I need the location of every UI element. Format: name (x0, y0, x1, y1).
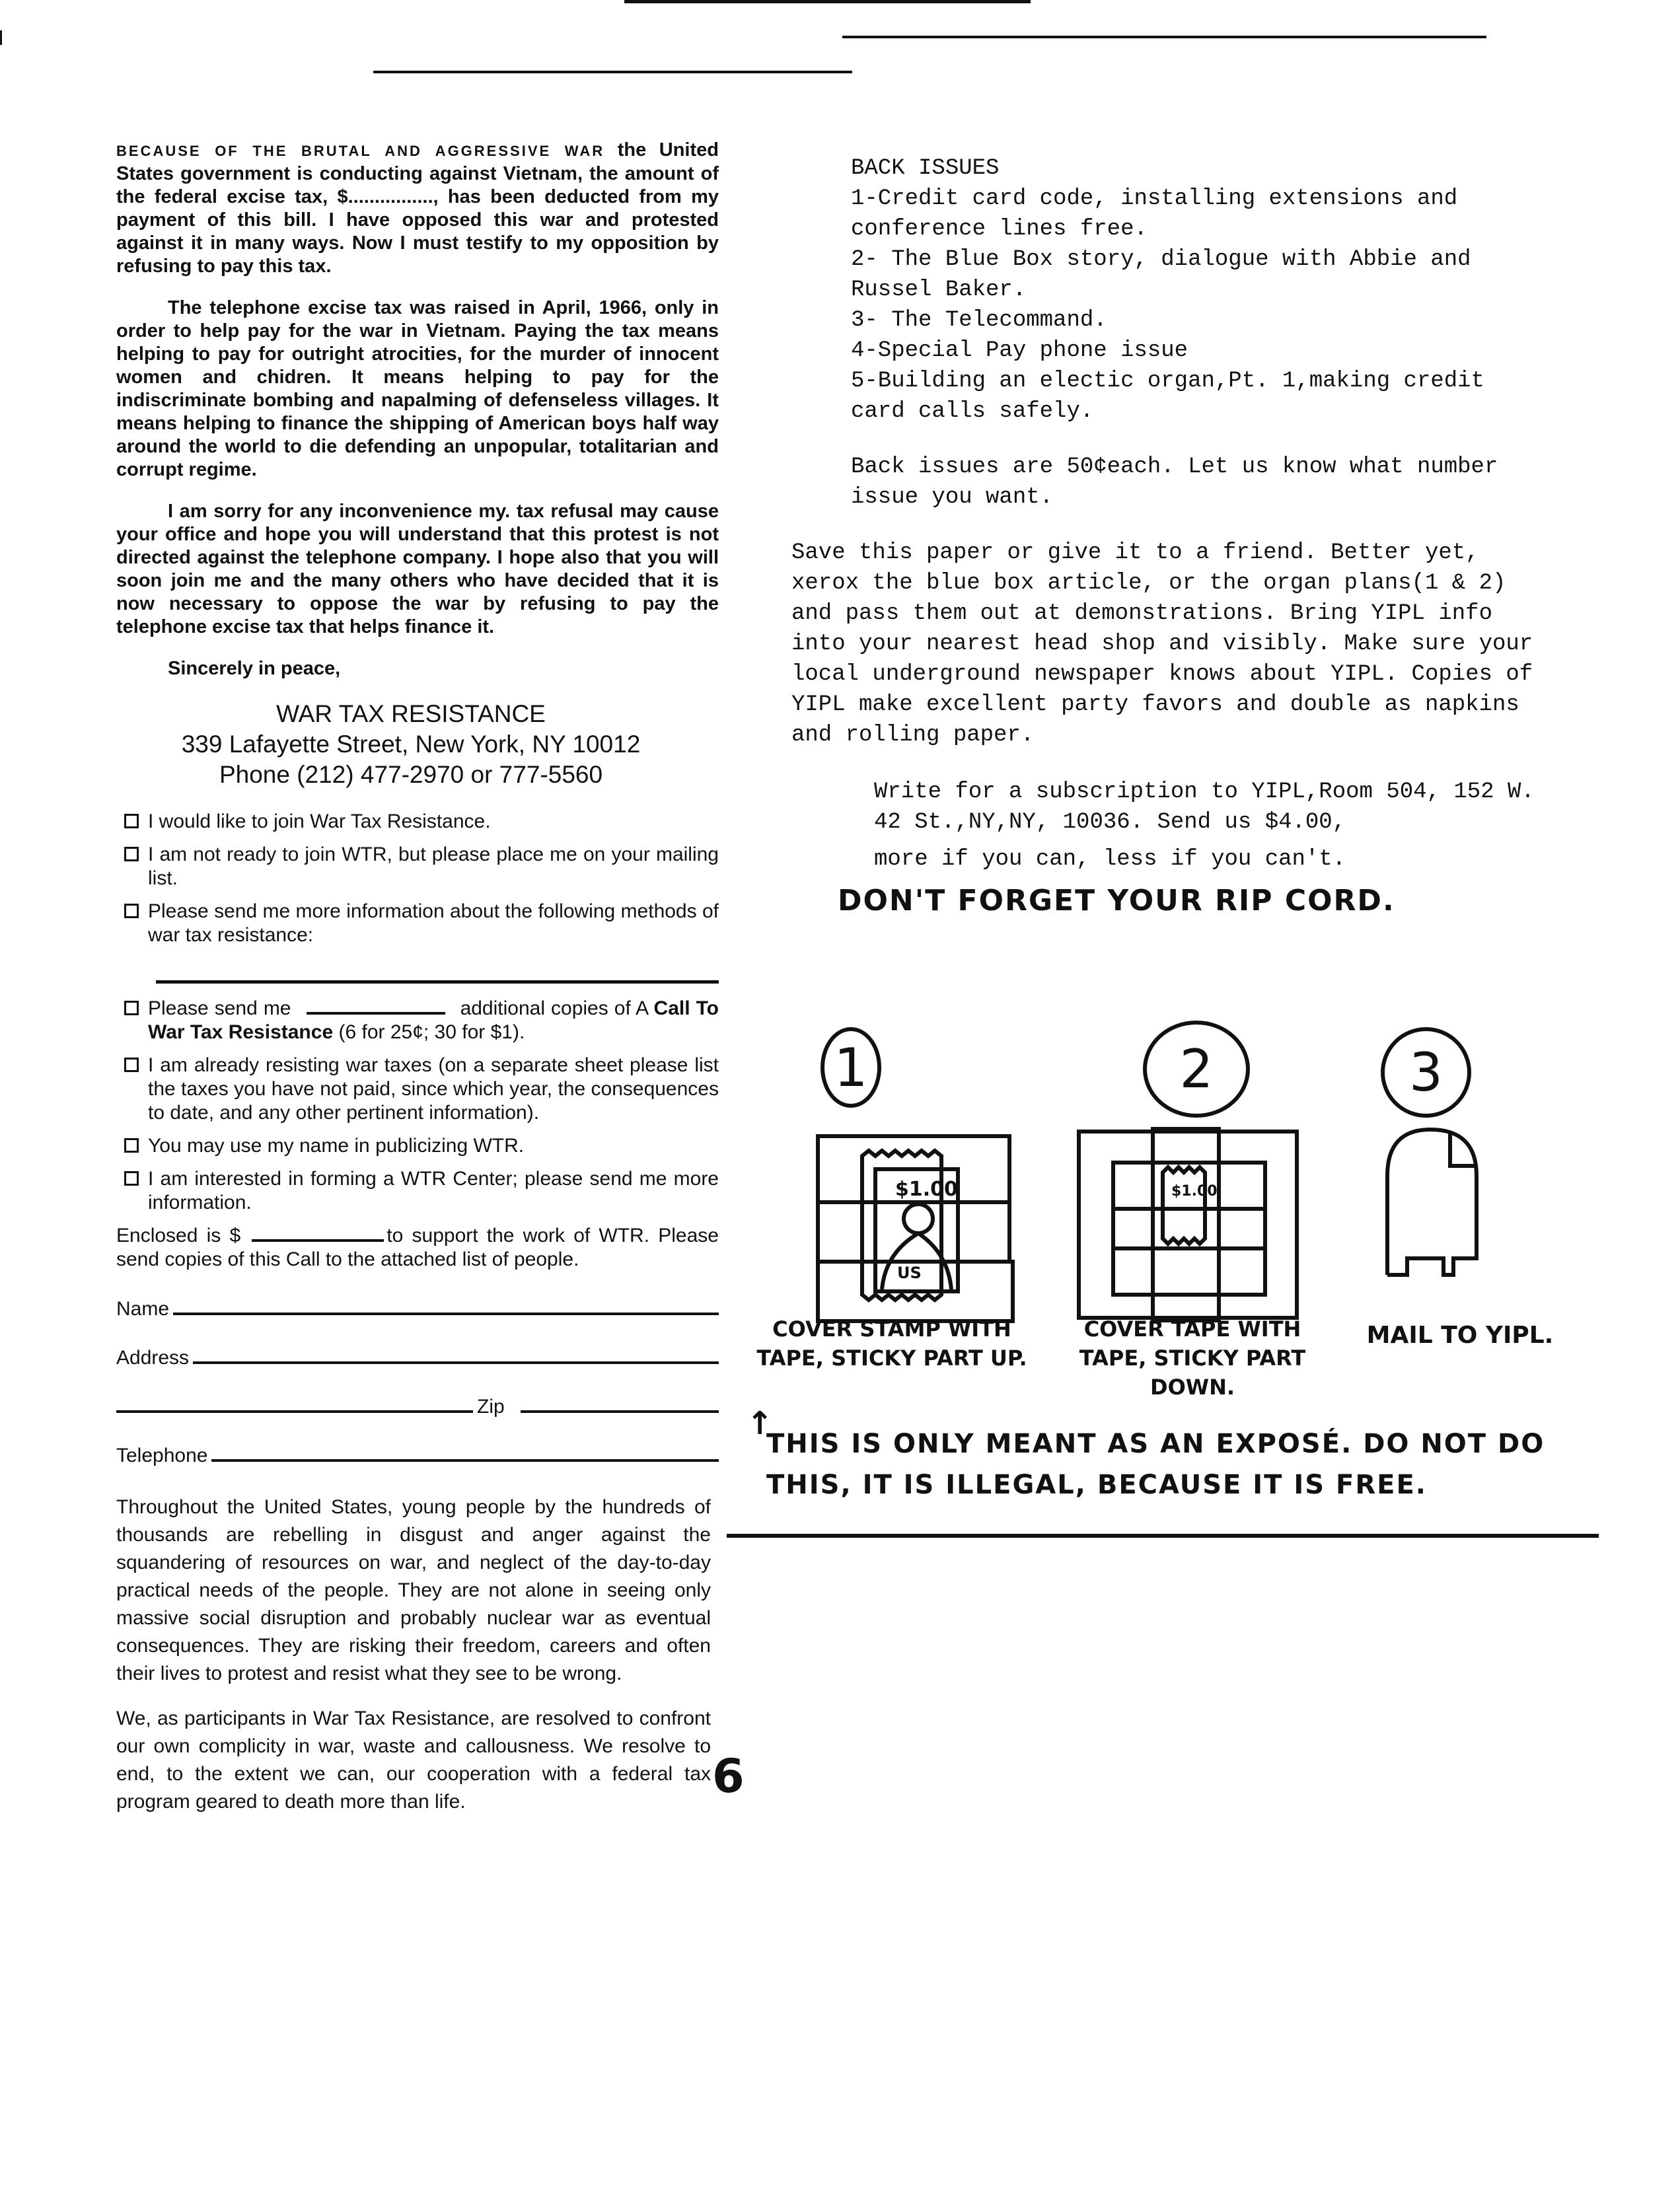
yipl-column (791, 153, 1571, 918)
org-name: WAR TAX RESISTANCE (276, 700, 546, 727)
back-issue-item: 1-Credit card code, installing extensions and conference lines free. (851, 186, 1458, 242)
back-issues-block (851, 153, 1545, 513)
top-rule-3 (373, 71, 852, 73)
war-tax-resistance-column (116, 139, 719, 1816)
copies-quantity-field[interactable] (307, 1012, 445, 1015)
step-2-caption: COVER TAPE WITH TAPE, STICKY PART DOWN. (1079, 1316, 1306, 1400)
arrow-up-icon: ↑ (747, 1405, 774, 1442)
closing: Sincerely in peace, (168, 658, 341, 679)
enclosed-after: to support the work of WTR. (386, 1225, 650, 1246)
left-edge-mark (0, 30, 2, 45)
enclosed-amount-field[interactable] (252, 1239, 384, 1242)
steps-illustration (747, 1011, 1605, 1400)
telephone-input-line[interactable] (211, 1459, 719, 1462)
enclosed-rest: Please send copies of this Call to the attached list of people. (116, 1225, 719, 1270)
enclosed-paragraph (116, 1224, 719, 1272)
name-label: Name (116, 1298, 170, 1320)
methods-answer-line[interactable] (156, 980, 719, 984)
double-taped-stamp-icon (1074, 1126, 1305, 1324)
step-2-number: 2 (1143, 1021, 1250, 1118)
top-rule-1 (624, 0, 1031, 3)
enclosed-before: Enclosed is $ (116, 1225, 241, 1246)
copies-after: additional copies of A (460, 997, 648, 1019)
checkbox-icon[interactable] (124, 1058, 139, 1072)
disclaimer-text: THIS IS ONLY MEANT AS AN EXPOSÉ. DO NOT DO THIS, IT IS ILLEGAL, BECAUSE IT IS FREE. (766, 1429, 1545, 1500)
city-zip-field[interactable] (116, 1396, 719, 1418)
checkbox-label: I would like to join War Tax Resistance. (148, 810, 491, 832)
subscription-text: Write for a subscription to YIPL,Room 504, 152 W. 42 St.,NY,NY, 10036. Send us $4.00, (874, 779, 1535, 835)
rip-cord-heading: DON'T FORGET YOUR RIP CORD. (838, 884, 1395, 918)
step-1-number: 1 (821, 1027, 881, 1108)
checkbox-item-copies[interactable] (116, 997, 719, 1044)
copies-before: Please send me (148, 997, 291, 1019)
checkbox-list-1 (116, 810, 719, 947)
telephone-field[interactable] (116, 1445, 719, 1467)
stamp-value: $1.00 (895, 1178, 958, 1201)
checkbox-icon[interactable] (124, 1171, 139, 1186)
checkbox-label: I am already resisting war taxes (on a separate sheet please list the taxes you have not paid, since which year, the consequences to date, and any other pertinent information). (148, 1054, 719, 1124)
back-issues-title: BACK ISSUES (851, 156, 1000, 181)
org-phone: Phone (212) 477-2970 or 777-5560 (219, 761, 603, 788)
zip-label: Zip (477, 1396, 505, 1418)
paragraph-excise-tax: The telephone excise tax was raised in April, 1966, only in order to help pay for the war in Vietnam. Paying the tax means helping to pay for outright atrocities, for the murder of innocent women and chidren. It means helping to pay for the indiscriminate bombing and napalming of defenseless villages. It means helping to finance the shipping of American boys half way around the world to die defending an unpopular, totalitarian and corrupt regime. (116, 297, 719, 480)
copies-title: Call To War Tax Resistance (148, 997, 719, 1043)
checkbox-label: You may use my name in publicizing WTR. (148, 1135, 525, 1157)
checkbox-item-wtr-center[interactable] (116, 1167, 719, 1215)
checkbox-icon[interactable] (124, 1138, 139, 1153)
subscription-block (874, 777, 1554, 875)
zip-input-line[interactable] (521, 1410, 719, 1413)
checkbox-icon[interactable] (124, 814, 139, 828)
paragraph-resolution: We, as participants in War Tax Resistance, are resolved to confront our own complicity in war, waste and callousness. We resolve to end, to the extent we can, our cooperation with a federal tax program geared to death more than life. (116, 1708, 711, 1813)
step-3-caption: MAIL TO YIPL. (1366, 1322, 1554, 1349)
step-1-caption: COVER STAMP WITH TAPE, STICKY PART UP. (756, 1316, 1027, 1371)
checkbox-label: I am interested in forming a WTR Center; please send me more information. (148, 1168, 719, 1213)
checkbox-icon[interactable] (124, 904, 139, 918)
city-input-line[interactable] (116, 1410, 473, 1413)
copies-price: (6 for 25¢; 30 for $1). (338, 1021, 525, 1043)
checkbox-icon[interactable] (124, 847, 139, 861)
taped-stamp-icon (813, 1130, 1017, 1328)
save-paper-paragraph: Save this paper or give it to a friend. Better yet, xerox the blue box article, or the organ plans(1 & 2) and pass them out at demonstrations. Bring YIPL info into your nearest head shop and visibly. Make sure your local underground newspaper knows about YIPL. Copies of YIPL make excellent party favors and double as napkins and rolling paper. (791, 540, 1533, 748)
stamp-value: $1.00 (1171, 1183, 1218, 1200)
back-issues-price: Back issues are 50¢each. Let us know what number issue you want. (851, 454, 1498, 510)
checkbox-item-already-resisting[interactable] (116, 1054, 719, 1125)
back-issue-item: 4-Special Pay phone issue (851, 338, 1188, 363)
paragraph-young-people: Throughout the United States, young people by the hundreds of thousands are rebelling in disgust and anger against the squandering of resources on war, and neglect of the day-to-day practical needs of the people. They are not alone in seeing only massive social disruption and probably nuclear war as eventual consequences. They are risking their freedom, careers and often their lives to protest and resist what they see to be wrong. (116, 1496, 711, 1684)
address-label: Address (116, 1347, 190, 1369)
address-input-line[interactable] (193, 1361, 719, 1364)
checkbox-icon[interactable] (124, 1001, 139, 1015)
name-field[interactable] (116, 1298, 719, 1320)
step-3-number: 3 (1381, 1027, 1471, 1118)
back-issue-item: 5-Building an electic organ,Pt. 1,making credit card calls safely. (851, 369, 1484, 424)
intro-paragraph (116, 139, 719, 278)
top-rule-2 (842, 36, 1486, 38)
subscription-text-2: more if you can, less if you can't. (874, 847, 1346, 872)
paragraph-apology: I am sorry for any inconvenience my. tax refusal may cause your office and hope you will understand that this protest is not directed against the telephone company. I hope also that you will soon join me and the many others who have decided that it is now necessary to oppose the war by refusing to pay the telephone excise tax that helps finance it. (116, 501, 719, 637)
checkbox-item-mailing-list[interactable] (116, 843, 719, 890)
checkbox-item-use-name[interactable] (116, 1134, 719, 1158)
back-issue-item: 2- The Blue Box story, dialogue with Abbie and Russel Baker. (851, 247, 1471, 303)
checkbox-item-join[interactable] (116, 810, 719, 834)
intro-rest: the United States government is conducting against Vietnam, the amount of the federal excise tax, $................, has been deducted from my payment of this bill. I have opposed this war and protested against it in many ways. Now I must testify to my opposition by refusing to pay this tax. (116, 139, 719, 277)
checkbox-item-more-info[interactable] (116, 900, 719, 947)
bottom-rule (727, 1534, 1599, 1538)
checkbox-label: Please send me more information about the following methods of war tax resistance: (148, 900, 719, 946)
checkbox-list-2 (116, 1054, 719, 1215)
name-input-line[interactable] (173, 1313, 719, 1315)
stamp-label: US (897, 1264, 922, 1282)
back-issue-item: 3- The Telecommand. (851, 308, 1107, 333)
address-field[interactable] (116, 1347, 719, 1369)
checkbox-label: I am not ready to join WTR, but please place me on your mailing list. (148, 844, 719, 889)
intro-caps: BECAUSE OF THE BRUTAL AND AGGRESSIVE WAR (116, 143, 605, 159)
telephone-label: Telephone (116, 1445, 208, 1466)
org-address: 339 Lafayette Street, New York, NY 10012 (181, 731, 641, 758)
page-number: 6 (712, 1749, 745, 1803)
disclaimer (747, 1405, 1605, 1505)
mailbox-icon (1381, 1123, 1493, 1281)
